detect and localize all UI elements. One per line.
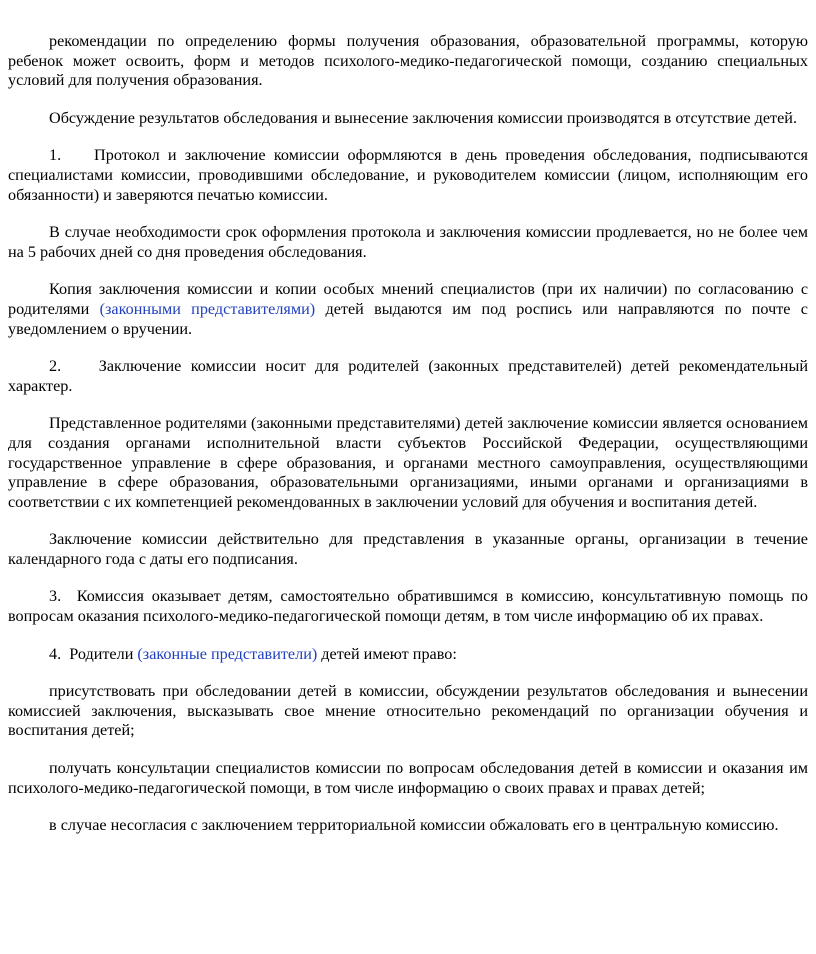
paragraph-p9 xyxy=(8,587,808,626)
paragraph-text: в случае несогласия с заключением территориальной комиссии обжаловать его в центральную комиссию. xyxy=(49,816,779,835)
paragraph-p8 xyxy=(8,530,808,569)
paragraph-text: 4. Родители xyxy=(49,644,138,663)
paragraph-text: Представленное родителями (законными представителями) детей заключение комиссии является основанием для создания органами исполнительной власти субъектов Российской Федерации, осуществляющими государственное управление в сфере образования, и органами местного самоуправления, осуществляющими управление в сфере образования, образовательными организациями, иными органами и организациями в соответствии с их компетенцией рекомендованных в заключении условий для обучения и воспитания детей. xyxy=(8,414,808,511)
paragraph-p3 xyxy=(8,146,808,205)
paragraph-p10 xyxy=(8,645,808,665)
paragraph-text: детей имеют право: xyxy=(317,644,457,663)
paragraph-text: присутствовать при обследовании детей в комиссии, обсуждении результатов обследования и вынесении комиссией заключения, высказывать свое мнение относительно рекомендаций по организации обучения и воспитания детей; xyxy=(8,682,808,740)
paragraph-text: получать консультации специалистов комиссии по вопросам обследования детей в комиссии и оказания им психолого-медико-педагогической помощи, в том числе информацию о своих правах и правах детей; xyxy=(8,759,808,797)
paragraph-text: Копия заключения комиссии и копии особых мнений специалистов (при их наличии) по согласованию с родителями xyxy=(8,280,808,318)
paragraph-text: В случае необходимости срок оформления протокола и заключения комиссии продлевается, но не более чем на 5 рабочих дней со дня проведения обследования. xyxy=(8,223,808,261)
paragraph-text: рекомендации по определению формы получения образования, образовательной программы, которую ребенок может освоить, форм и методов психолого-медико-педагогической помощи, созданию специальных условий для получения образования. xyxy=(8,32,808,90)
paragraph-p11 xyxy=(8,682,808,741)
paragraph-p5 xyxy=(8,280,808,339)
paragraph-p13 xyxy=(8,816,808,836)
paragraph-text: детей выдаются им под роспись или направляются по почте с уведомлением о вручении. xyxy=(8,299,808,338)
paragraph-text: Заключение комиссии действительно для представления в указанные органы, организации в течение календарного года с даты его подписания. xyxy=(8,530,808,568)
paragraph-text: Обсуждение результатов обследования и вынесение заключения комиссии производятся в отсутствие детей. xyxy=(49,108,797,127)
paragraph-p4 xyxy=(8,223,808,262)
paragraph-p12 xyxy=(8,759,808,798)
paragraph-text: 1. Протокол и заключение комиссии оформляются в день проведения обследования, подписываются специалистами комиссии, проводившими обследование, и руководителем комиссии (лицом, исполняющим его обязанности) и заверяются печатью комиссии. xyxy=(8,146,808,204)
paragraph-p6 xyxy=(8,357,808,396)
paragraph-text: 2. Заключение комиссии носит для родителей (законных представителей) детей рекомендательный характер. xyxy=(8,357,808,395)
legal-representatives-link[interactable]: (законными представителями) xyxy=(99,299,316,318)
paragraph-p7 xyxy=(8,414,808,512)
paragraph-p1 xyxy=(8,32,808,91)
paragraph-text: 3. Комиссия оказывает детям, самостоятельно обратившимся в комиссию, консультативную помощь по вопросам оказания психолого-медико-педагогической помощи детям, в том числе информацию об их правах. xyxy=(8,587,808,626)
paragraph-p2 xyxy=(8,109,808,129)
legal-representatives-link[interactable]: (законные представители) xyxy=(137,644,318,663)
